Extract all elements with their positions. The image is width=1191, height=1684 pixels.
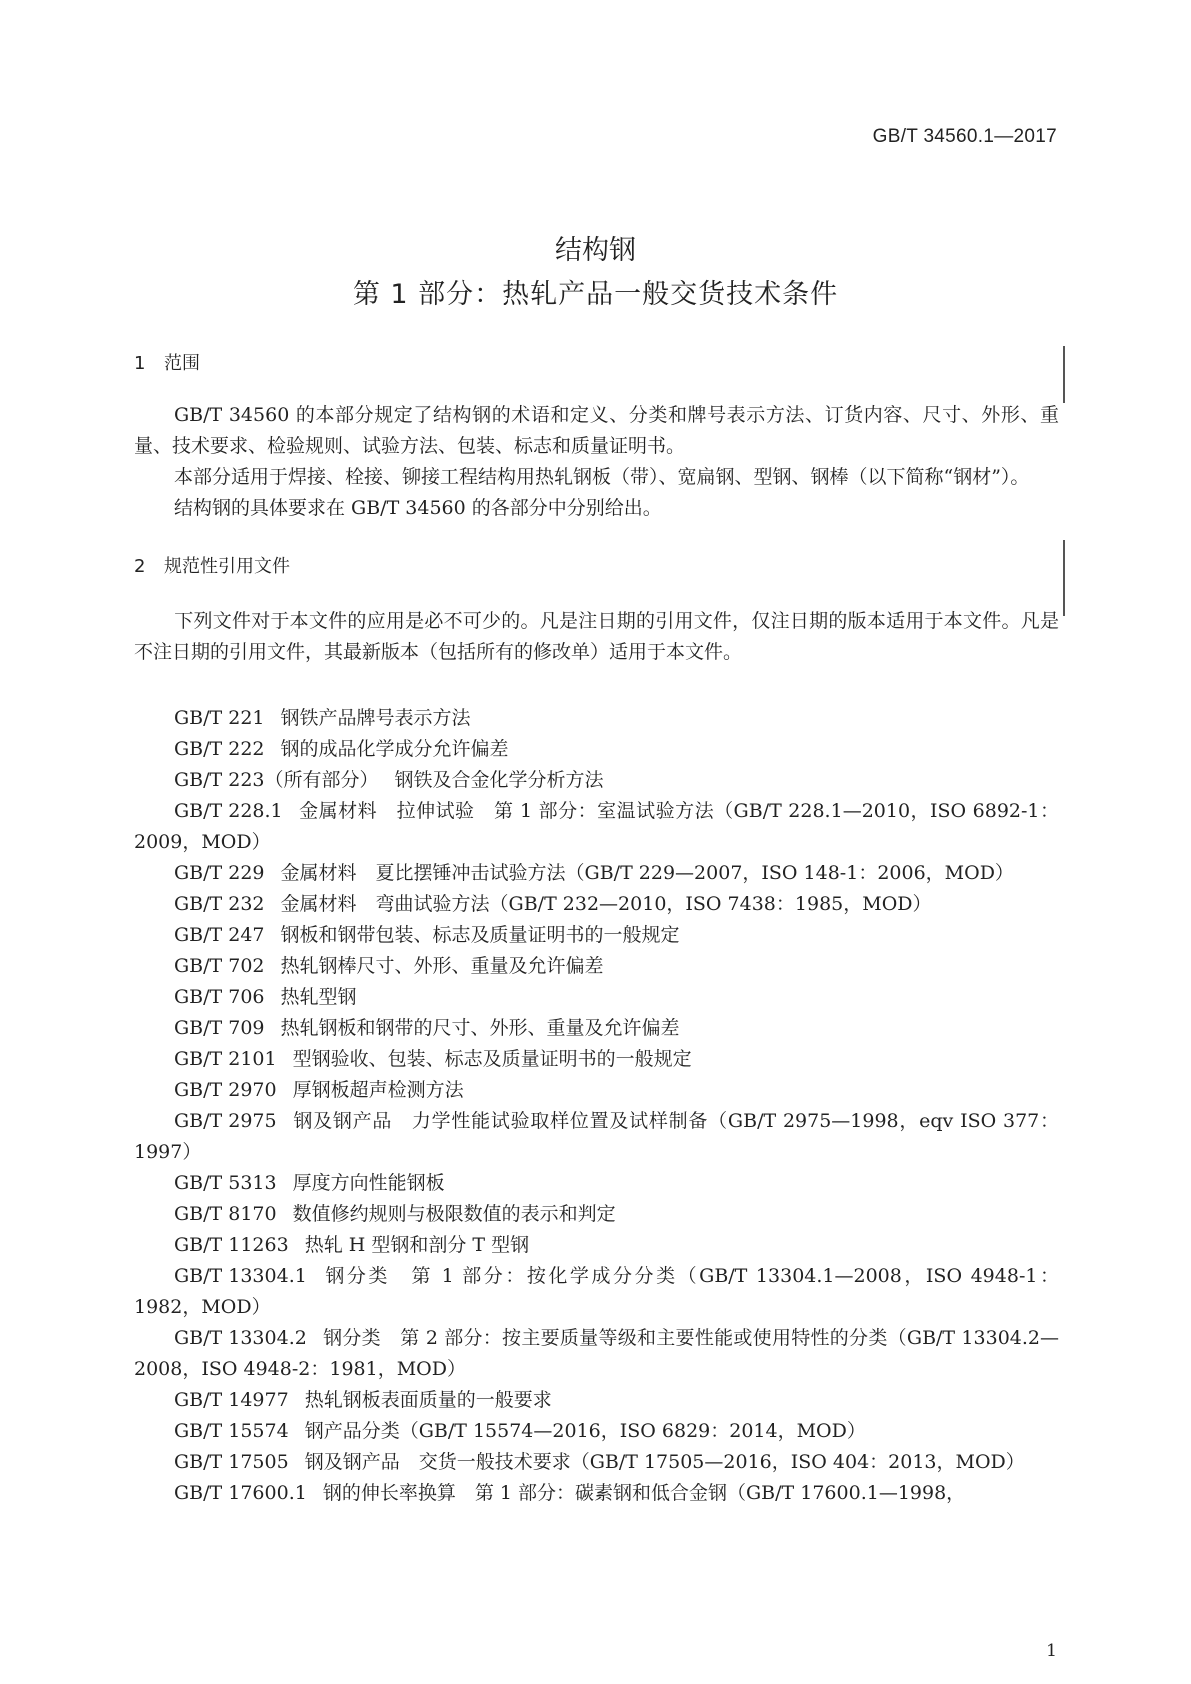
reference-code: GB/T 247 xyxy=(174,924,265,946)
reference-title: 金属材料 弯曲试验方法（GB/T 232—2010，ISO 7438：1985，MOD） xyxy=(280,893,932,915)
reference-code: GB/T 221 xyxy=(174,707,265,729)
reference-item xyxy=(134,1478,1059,1509)
reference-item xyxy=(134,951,1059,982)
paragraph-text: 下列文件对于本文件的应用是必不可少的。凡是注日期的引用文件，仅注日期的版本适用于本文件。凡是不注日期的引用文件，其最新版本（包括所有的修改单）适用于本文件。 xyxy=(134,610,1059,663)
reference-code: GB/T 2975 xyxy=(174,1110,277,1132)
reference-title: 型钢验收、包装、标志及质量证明书的一般规定 xyxy=(292,1048,692,1070)
reference-item xyxy=(134,765,1059,796)
reference-list xyxy=(134,703,1059,1509)
paragraph-text: GB/T 34560 的本部分规定了结构钢的术语和定义、分类和牌号表示方法、订货内容、尺寸、外形、重量、技术要求、检验规则、试验方法、包装、标志和质量证明书。 xyxy=(134,404,1059,457)
reference-title: 热轧 H 型钢和剖分 T 型钢 xyxy=(304,1234,530,1256)
reference-title: 金属材料 拉伸试验 第 1 部分：室温试验方法（GB/T 228.1—2010，ISO 6892-1：2009，MOD） xyxy=(134,800,1059,853)
reference-title: 钢板和钢带包装、标志及质量证明书的一般规定 xyxy=(280,924,680,946)
page-number: 1 xyxy=(1046,1641,1057,1661)
paragraph-text: 本部分适用于焊接、栓接、铆接工程结构用热轧钢板（带）、宽扁钢、型钢、钢棒（以下简称“钢材”）。 xyxy=(174,466,1030,488)
reference-item xyxy=(134,1075,1059,1106)
reference-code: GB/T 228.1 xyxy=(174,800,283,822)
reference-title: 钢铁及合金化学分析方法 xyxy=(394,769,604,791)
reference-item xyxy=(134,734,1059,765)
paragraph xyxy=(134,493,1059,524)
document-subtitle: 第 1 部分：热轧产品一般交货技术条件 xyxy=(352,279,839,310)
reference-item xyxy=(134,1385,1059,1416)
reference-title: 热轧型钢 xyxy=(280,986,357,1008)
section-heading-normative-references xyxy=(134,552,290,578)
document-title: 结构钢 xyxy=(555,235,636,266)
reference-title: 钢分类 第 2 部分：按主要质量等级和主要性能或使用特性的分类（GB/T 13304.2—2008，ISO 4948-2：1981，MOD） xyxy=(134,1327,1059,1380)
reference-code: GB/T 2101 xyxy=(174,1048,277,1070)
reference-title: 热轧钢棒尺寸、外形、重量及允许偏差 xyxy=(280,955,604,977)
reference-item xyxy=(134,1168,1059,1199)
reference-title: 钢的成品化学成分允许偏差 xyxy=(280,738,509,760)
reference-title: 钢及钢产品 交货一般技术要求（GB/T 17505—2016，ISO 404：2013，MOD） xyxy=(304,1451,1025,1473)
reference-code: GB/T 702 xyxy=(174,955,265,977)
reference-code: GB/T 11263 xyxy=(174,1234,289,1256)
reference-title: 钢铁产品牌号表示方法 xyxy=(280,707,471,729)
section-number: 2 xyxy=(134,556,146,577)
reference-title: 厚钢板超声检测方法 xyxy=(292,1079,464,1101)
reference-title: 数值修约规则与极限数值的表示和判定 xyxy=(292,1203,616,1225)
reference-title: 钢产品分类（GB/T 15574—2016，ISO 6829：2014，MOD） xyxy=(304,1420,866,1442)
reference-item xyxy=(134,920,1059,951)
reference-item xyxy=(134,1230,1059,1261)
section-title: 规范性引用文件 xyxy=(164,556,290,577)
reference-code: GB/T 2970 xyxy=(174,1079,277,1101)
reference-code: GB/T 17600.1 xyxy=(174,1482,307,1504)
reference-item xyxy=(134,858,1059,889)
paragraph xyxy=(134,606,1059,668)
reference-code: GB/T 229 xyxy=(174,862,265,884)
reference-code: GB/T 232 xyxy=(174,893,265,915)
reference-code: GB/T 709 xyxy=(174,1017,265,1039)
reference-item xyxy=(134,889,1059,920)
reference-item xyxy=(134,1013,1059,1044)
reference-code: GB/T 13304.1 xyxy=(174,1265,307,1287)
reference-title: 厚度方向性能钢板 xyxy=(292,1172,445,1194)
reference-title: 钢的伸长率换算 第 1 部分：碳素钢和低合金钢（GB/T 17600.1—1998， xyxy=(322,1482,966,1504)
reference-code: GB/T 17505 xyxy=(174,1451,289,1473)
reference-item xyxy=(134,982,1059,1013)
paragraph-text: 结构钢的具体要求在 GB/T 34560 的各部分中分别给出。 xyxy=(174,497,662,519)
reference-code: GB/T 222 xyxy=(174,738,265,760)
reference-title: 热轧钢板和钢带的尺寸、外形、重量及允许偏差 xyxy=(280,1017,680,1039)
paragraph xyxy=(134,462,1059,493)
reference-code: GB/T 15574 xyxy=(174,1420,289,1442)
reference-code: GB/T 14977 xyxy=(174,1389,289,1411)
reference-code: GB/T 8170 xyxy=(174,1203,277,1225)
reference-title: 金属材料 夏比摆锤冲击试验方法（GB/T 229—2007，ISO 148-1：2006，MOD） xyxy=(280,862,1014,884)
reference-title: 钢及钢产品 力学性能试验取样位置及试样制备（GB/T 2975—1998，eqv ISO 377：1997） xyxy=(134,1110,1059,1163)
reference-code: GB/T 5313 xyxy=(174,1172,277,1194)
reference-item xyxy=(134,1261,1059,1323)
reference-item xyxy=(134,1199,1059,1230)
reference-item xyxy=(134,1044,1059,1075)
standard-code: GB/T 34560.1—2017 xyxy=(872,126,1057,147)
reference-code: GB/T 706 xyxy=(174,986,265,1008)
reference-item xyxy=(134,1416,1059,1447)
reference-title: 钢分类 第 1 部分：按化学成分分类（GB/T 13304.1—2008，ISO 4948-1：1982，MOD） xyxy=(134,1265,1059,1318)
section-title: 范围 xyxy=(164,353,200,374)
reference-title: 热轧钢板表面质量的一般要求 xyxy=(304,1389,552,1411)
reference-code: GB/T 223（所有部分） xyxy=(174,769,379,791)
paragraph xyxy=(134,400,1059,462)
section-number: 1 xyxy=(134,353,146,374)
section-heading-scope xyxy=(134,349,200,375)
reference-item xyxy=(134,1447,1059,1478)
change-bar xyxy=(1063,540,1065,616)
change-bar xyxy=(1063,346,1065,403)
reference-code: GB/T 13304.2 xyxy=(174,1327,307,1349)
reference-item xyxy=(134,703,1059,734)
reference-item xyxy=(134,1323,1059,1385)
reference-item xyxy=(134,796,1059,858)
reference-item xyxy=(134,1106,1059,1168)
